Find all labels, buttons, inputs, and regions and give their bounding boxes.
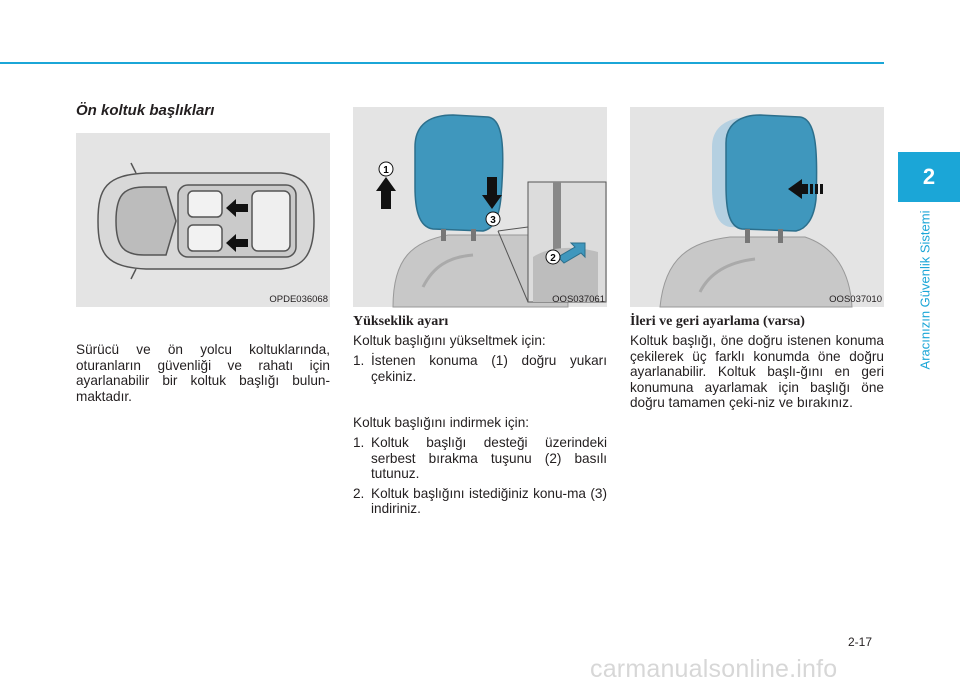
section-title: Ön koltuk başlıkları bbox=[76, 102, 215, 119]
figure-car-top-view bbox=[76, 133, 330, 307]
figure-code: OPDE036068 bbox=[269, 294, 328, 305]
tilt-adjustment-heading: İleri ve geri ayarlama (varsa) bbox=[630, 314, 805, 329]
step-number: 1. bbox=[353, 353, 365, 368]
raise-steps bbox=[353, 353, 607, 384]
intro-paragraph: Sürücü ve ön yolcu koltuklarında, oturanların güvenliği ve rahatı için ayarlanabilir bir koltuk başlığı bulun-maktadır. bbox=[76, 342, 330, 404]
tilt-adjustment-illustration bbox=[630, 107, 884, 307]
label-1-marker bbox=[379, 162, 393, 176]
figure-height-adjustment bbox=[353, 107, 607, 307]
chapter-number-tab bbox=[898, 152, 960, 202]
label-3-marker bbox=[486, 212, 500, 226]
height-adjustment-heading: Yükseklik ayarı bbox=[353, 314, 449, 329]
figure-code: OOS037061 bbox=[552, 294, 605, 305]
figure-tilt-adjustment bbox=[630, 107, 884, 307]
list-item bbox=[353, 435, 607, 482]
car-body bbox=[98, 163, 314, 279]
step-text: Koltuk başlığını istediğiniz konu-ma (3) indiriniz. bbox=[371, 485, 607, 516]
car-top-view-illustration bbox=[76, 133, 330, 307]
height-adjustment-illustration bbox=[353, 107, 607, 307]
step-number: 2. bbox=[353, 485, 365, 501]
label-1: 1 bbox=[383, 165, 389, 176]
raise-intro: Koltuk başlığını yükseltmek için: bbox=[353, 333, 546, 348]
headrest bbox=[726, 115, 817, 231]
page-number: 2-17 bbox=[848, 635, 873, 649]
header-rule bbox=[0, 62, 884, 64]
figure-code: OOS037010 bbox=[829, 294, 882, 305]
lower-steps bbox=[353, 435, 607, 517]
lower-intro: Koltuk başlığını indirmek için: bbox=[353, 415, 530, 430]
list-item bbox=[353, 486, 607, 517]
step-text: Koltuk başlığı desteği üzerindeki serbest bırakma tuşunu (2) basılı tutunuz. bbox=[371, 435, 607, 481]
chapter-number: 2 bbox=[922, 164, 936, 189]
chapter-title: Aracınızın Güvenlik Sistemi bbox=[917, 210, 933, 370]
label-2-marker bbox=[546, 250, 560, 264]
watermark: carmanualsonline.info bbox=[590, 655, 838, 683]
label-3: 3 bbox=[490, 215, 496, 226]
list-item bbox=[353, 353, 607, 384]
step-text: İstenen konuma (1) doğru yukarı çekiniz. bbox=[371, 353, 607, 384]
step-number: 1. bbox=[353, 435, 365, 450]
label-2: 2 bbox=[550, 253, 556, 264]
chapter-side-title bbox=[910, 210, 933, 385]
tilt-paragraph: Koltuk başlığı, öne doğru istenen konuma çekilerek üç farklı konumda öne doğru ayarlanabilir. Koltuk başlı-ğını en geri konumuna ayarlamak için başlığı öne doğru tamamen çeki-niz ve bırakınız. bbox=[630, 333, 884, 410]
